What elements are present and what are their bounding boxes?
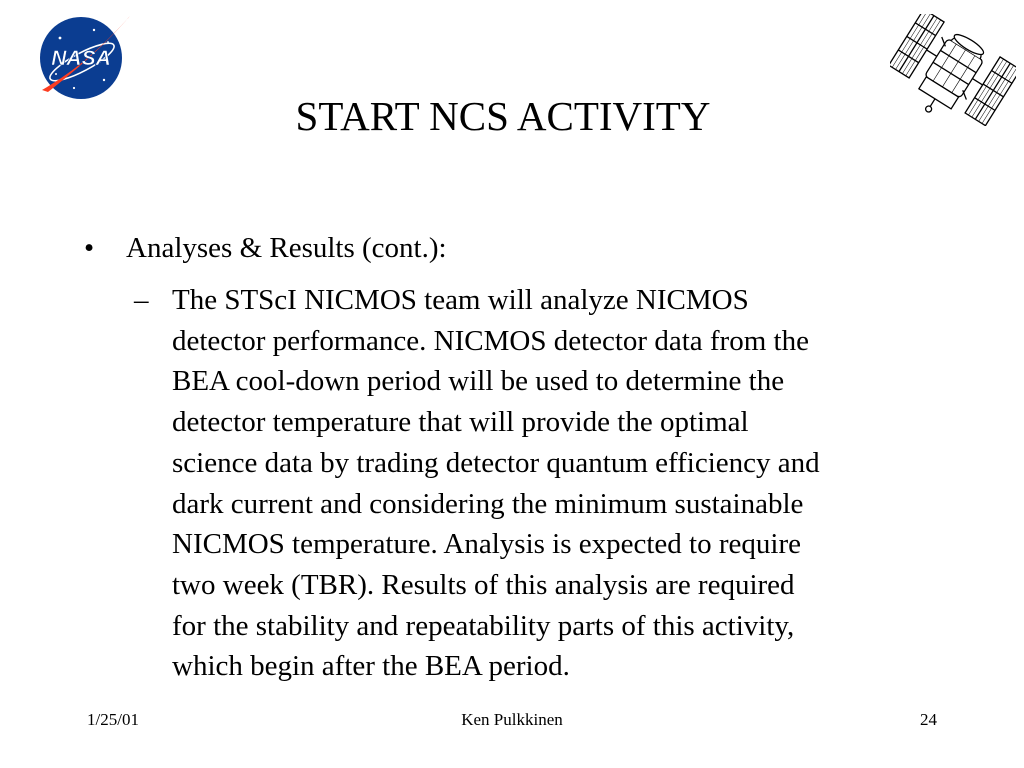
bullet-text: Analyses & Results (cont.): bbox=[126, 232, 447, 264]
nasa-logo-icon bbox=[34, 12, 134, 100]
sub-bullet-marker: – bbox=[134, 284, 149, 316]
sub-bullet-line: science data by trading detector quantum efficiency and bbox=[172, 446, 820, 479]
sub-bullet-line: for the stability and repeatability parts of this activity, bbox=[172, 609, 795, 642]
bullet-marker: • bbox=[84, 232, 95, 264]
sub-bullet-line: which begin after the BEA period. bbox=[172, 650, 570, 683]
sub-bullet-line: detector temperature that will provide the optimal bbox=[172, 406, 749, 439]
footer-date: 1/25/01 bbox=[87, 710, 139, 729]
sub-bullet-line: BEA cool-down period will be used to determine the bbox=[172, 365, 785, 398]
footer-author: Ken Pulkkinen bbox=[461, 710, 563, 729]
page-number: 24 bbox=[920, 710, 937, 729]
sub-bullet-line: detector performance. NICMOS detector data from the bbox=[172, 324, 809, 357]
sub-bullet-line: The STScI NICMOS team will analyze NICMOS bbox=[172, 284, 749, 316]
sub-bullet-line: NICMOS temperature. Analysis is expected to require bbox=[172, 528, 801, 561]
sub-bullet-line: two week (TBR). Results of this analysis are required bbox=[172, 568, 795, 601]
sub-bullet-text bbox=[172, 280, 962, 687]
nasa-logo-text: NASA bbox=[51, 47, 111, 70]
slide-title: START NCS ACTIVITY bbox=[295, 93, 711, 139]
sub-bullet-line: dark current and considering the minimum sustainable bbox=[172, 487, 804, 520]
